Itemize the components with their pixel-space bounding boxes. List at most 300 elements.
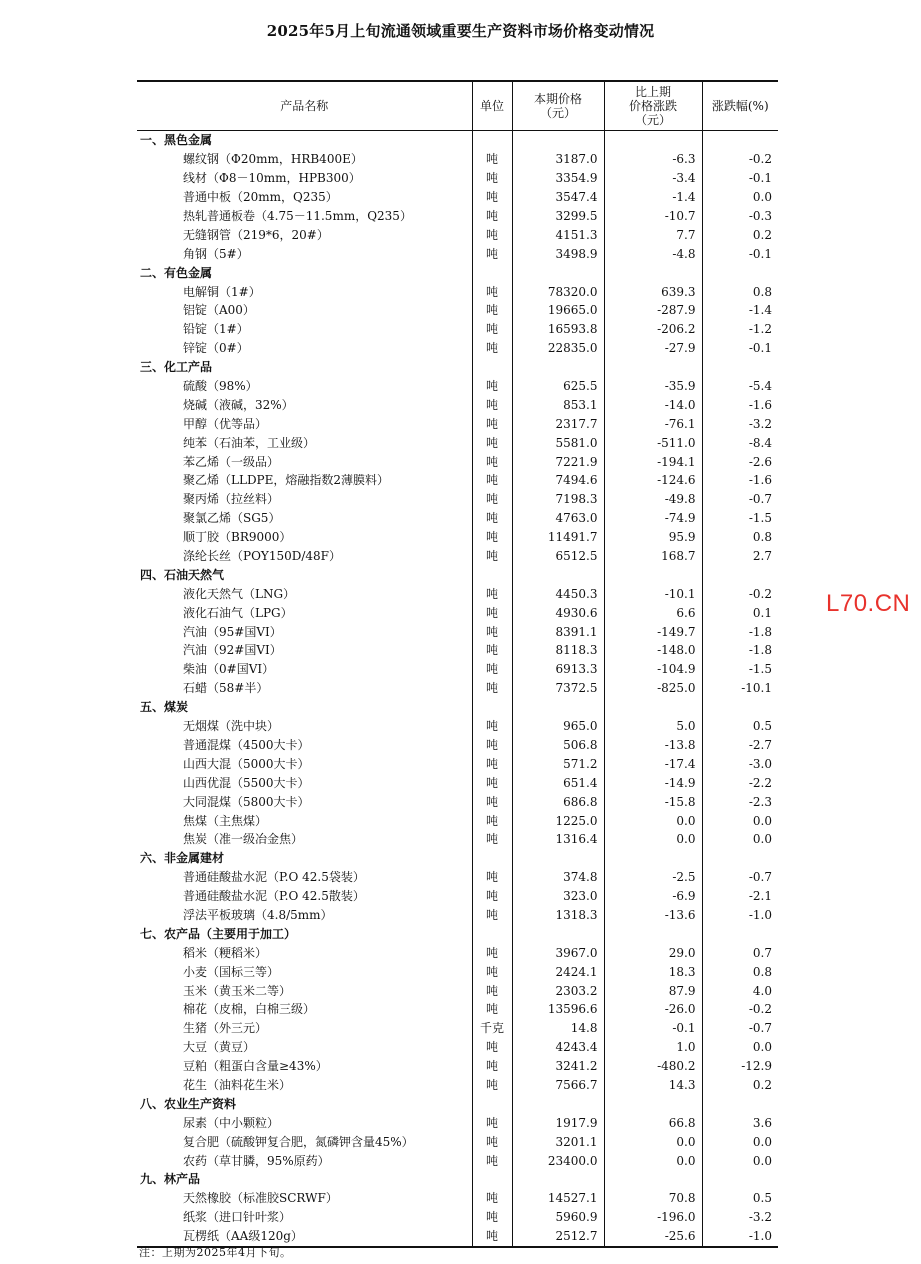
product-name: 线材（Φ8－10mm，HPB300） — [183, 171, 361, 186]
table-row — [137, 1113, 778, 1132]
price-change: -13.6 — [604, 906, 702, 925]
product-name: 锌锭（0#） — [183, 341, 249, 356]
change-percent: -1.5 — [702, 660, 778, 679]
current-price: 14.8 — [512, 1019, 604, 1038]
current-price: 4763.0 — [512, 509, 604, 528]
current-price: 16593.8 — [512, 320, 604, 339]
product-name: 涤纶长丝（POY150D/48F） — [183, 549, 341, 564]
change-percent: -2.7 — [702, 736, 778, 755]
change-percent: -2.2 — [702, 773, 778, 792]
product-name: 瓦楞纸（AA级120g） — [137, 1227, 472, 1247]
header-product-name-label: 产品名称 — [280, 99, 329, 113]
table-row — [137, 301, 778, 320]
current-price: 3498.9 — [512, 244, 604, 263]
price-change: 0.0 — [604, 830, 702, 849]
unit: 吨 — [472, 320, 512, 339]
category-row — [137, 565, 778, 584]
table-row — [137, 547, 778, 566]
product-name: 液化石油气（LPG） — [183, 605, 293, 620]
price-change: 18.3 — [604, 962, 702, 981]
product-name: 焦炭（准一级冶金焦） — [183, 832, 304, 847]
current-price: 3354.9 — [512, 169, 604, 188]
empty-cell — [702, 131, 778, 150]
table-row — [137, 395, 778, 414]
product-name: 玉米（黄玉米二等） — [183, 983, 292, 998]
current-price: 686.8 — [512, 792, 604, 811]
unit: 吨 — [472, 943, 512, 962]
price-change: 7.7 — [604, 225, 702, 244]
unit: 吨 — [472, 868, 512, 887]
table-row — [137, 1038, 778, 1057]
table-row — [137, 773, 778, 792]
current-price: 23400.0 — [512, 1151, 604, 1170]
change-percent: -1.8 — [702, 641, 778, 660]
current-price: 1917.9 — [512, 1113, 604, 1132]
change-percent: 0.0 — [702, 830, 778, 849]
current-price: 965.0 — [512, 717, 604, 736]
empty-cell — [512, 131, 604, 150]
unit: 吨 — [472, 887, 512, 906]
table-row — [137, 528, 778, 547]
empty-cell — [702, 358, 778, 377]
unit: 吨 — [472, 603, 512, 622]
category-name: 四、石油天然气 — [140, 567, 225, 582]
change-percent: -0.7 — [702, 1019, 778, 1038]
current-price: 323.0 — [512, 887, 604, 906]
empty-cell — [472, 131, 512, 150]
empty-cell — [702, 263, 778, 282]
table-row — [137, 433, 778, 452]
unit: 吨 — [472, 490, 512, 509]
table-row — [137, 811, 778, 830]
category-row — [137, 1170, 778, 1189]
current-price: 3201.1 — [512, 1132, 604, 1151]
table-row — [137, 414, 778, 433]
product-name: 聚乙烯（LLDPE，熔融指数2薄膜料） — [183, 473, 390, 488]
empty-cell — [472, 263, 512, 282]
empty-cell — [472, 698, 512, 717]
table-row — [137, 1076, 778, 1095]
unit: 吨 — [472, 679, 512, 698]
unit: 吨 — [472, 433, 512, 452]
unit: 吨 — [472, 1208, 512, 1227]
product-name: 硫酸（98%） — [183, 379, 258, 394]
empty-cell — [702, 565, 778, 584]
product-name: 聚丙烯（拉丝料） — [183, 492, 280, 507]
price-change: -149.7 — [604, 622, 702, 641]
unit: 吨 — [472, 414, 512, 433]
change-percent: -0.1 — [702, 169, 778, 188]
table-row — [137, 150, 778, 169]
current-price: 6913.3 — [512, 660, 604, 679]
change-percent: -8.4 — [702, 433, 778, 452]
product-name: 汽油（95#国VI） — [183, 624, 282, 639]
change-percent: -0.7 — [702, 868, 778, 887]
price-change: 95.9 — [604, 528, 702, 547]
empty-cell — [512, 1094, 604, 1113]
table-row — [137, 1000, 778, 1019]
price-change: -35.9 — [604, 377, 702, 396]
empty-cell — [512, 358, 604, 377]
empty-cell — [702, 698, 778, 717]
current-price: 19665.0 — [512, 301, 604, 320]
change-percent: -1.8 — [702, 622, 778, 641]
product-name: 普通硅酸盐水泥（P.O 42.5袋装） — [183, 870, 365, 885]
empty-cell — [604, 1170, 702, 1189]
price-change: 0.0 — [604, 1151, 702, 1170]
table-body — [137, 131, 778, 1247]
table-row — [137, 509, 778, 528]
change-percent: 2.7 — [702, 547, 778, 566]
price-change: 6.6 — [604, 603, 702, 622]
table-row — [137, 603, 778, 622]
unit: 吨 — [472, 188, 512, 207]
product-name: 纯苯（石油苯，工业级） — [183, 435, 316, 450]
current-price: 6512.5 — [512, 547, 604, 566]
unit: 吨 — [472, 547, 512, 566]
empty-cell — [512, 924, 604, 943]
product-name: 无缝钢管（219*6，20#） — [183, 227, 329, 242]
empty-cell — [472, 1170, 512, 1189]
unit: 吨 — [472, 717, 512, 736]
change-percent: -3.0 — [702, 754, 778, 773]
unit: 吨 — [472, 169, 512, 188]
product-name: 汽油（92#国VI） — [183, 643, 282, 658]
price-change: 5.0 — [604, 717, 702, 736]
unit: 吨 — [472, 1151, 512, 1170]
unit: 吨 — [472, 244, 512, 263]
price-change: -13.8 — [604, 736, 702, 755]
header-current-price-label: 本期价格 （元） — [533, 92, 582, 120]
category-name: 九、林产品 — [140, 1172, 201, 1187]
price-change: -10.7 — [604, 207, 702, 226]
product-name: 山西大混（5000大卡） — [183, 756, 310, 771]
product-name: 顺丁胶（BR9000） — [183, 530, 292, 545]
change-percent: 0.0 — [702, 1038, 778, 1057]
empty-cell — [472, 565, 512, 584]
current-price: 3187.0 — [512, 150, 604, 169]
change-percent: 0.2 — [702, 225, 778, 244]
current-price: 4930.6 — [512, 603, 604, 622]
current-price: 2424.1 — [512, 962, 604, 981]
table-row — [137, 868, 778, 887]
table-row — [137, 188, 778, 207]
empty-cell — [472, 1094, 512, 1113]
category-row — [137, 698, 778, 717]
product-name: 螺纹钢（Φ20mm，HRB400E） — [183, 152, 363, 167]
change-percent: 0.8 — [702, 528, 778, 547]
unit: 吨 — [472, 981, 512, 1000]
table-row — [137, 1132, 778, 1151]
price-change: -287.9 — [604, 301, 702, 320]
current-price: 3967.0 — [512, 943, 604, 962]
empty-cell — [702, 924, 778, 943]
change-percent: 4.0 — [702, 981, 778, 1000]
unit: 吨 — [472, 150, 512, 169]
price-change: -17.4 — [604, 754, 702, 773]
product-name: 农药（草甘膦，95%原药） — [183, 1153, 330, 1168]
unit: 吨 — [472, 1057, 512, 1076]
product-name: 铝锭（A00） — [183, 303, 255, 318]
change-percent: -0.2 — [702, 150, 778, 169]
current-price: 3241.2 — [512, 1057, 604, 1076]
change-percent: 0.0 — [702, 811, 778, 830]
product-name: 普通硅酸盐水泥（P.O 42.5散装） — [183, 889, 365, 904]
price-change: 70.8 — [604, 1189, 702, 1208]
current-price: 1318.3 — [512, 906, 604, 925]
price-change: -480.2 — [604, 1057, 702, 1076]
current-price: 5960.9 — [512, 1208, 604, 1227]
unit: 吨 — [472, 622, 512, 641]
current-price: 506.8 — [512, 736, 604, 755]
table-row — [137, 339, 778, 358]
unit: 吨 — [472, 301, 512, 320]
price-change: -14.9 — [604, 773, 702, 792]
unit: 吨 — [472, 207, 512, 226]
price-change: -194.1 — [604, 452, 702, 471]
unit: 吨 — [472, 395, 512, 414]
unit: 吨 — [472, 377, 512, 396]
category-name: 六、非金属建材 — [140, 851, 225, 866]
price-change: -104.9 — [604, 660, 702, 679]
product-name: 热轧普通板卷（4.75－11.5mm，Q235） — [183, 209, 412, 223]
category-row — [137, 924, 778, 943]
table-row — [137, 1189, 778, 1208]
unit: 吨 — [472, 1113, 512, 1132]
product-name: 稻米（粳稻米） — [183, 945, 268, 960]
product-name: 普通混煤（4500大卡） — [183, 737, 310, 752]
price-change: -4.8 — [604, 244, 702, 263]
price-change: -6.3 — [604, 150, 702, 169]
unit: 吨 — [472, 584, 512, 603]
unit: 吨 — [472, 811, 512, 830]
product-name: 角钢（5#） — [183, 246, 249, 261]
product-name: 甲醇（优等品） — [183, 416, 268, 431]
empty-cell — [512, 565, 604, 584]
watermark-logo: L70.CN — [826, 590, 911, 617]
header-unit-label: 单位 — [479, 99, 504, 113]
table-header-row — [137, 81, 778, 131]
unit: 吨 — [472, 792, 512, 811]
change-percent: -10.1 — [702, 679, 778, 698]
change-percent: 0.0 — [702, 1151, 778, 1170]
change-percent: -0.2 — [702, 584, 778, 603]
current-price: 2512.7 — [512, 1227, 604, 1247]
table-row — [137, 452, 778, 471]
category-name: 八、农业生产资料 — [140, 1096, 237, 1111]
current-price: 3547.4 — [512, 188, 604, 207]
table-row — [137, 490, 778, 509]
product-name: 天然橡胶（标准胶SCRWF） — [183, 1191, 338, 1206]
header-change-percent-label: 涨跌幅(%) — [711, 99, 769, 113]
table-row — [137, 943, 778, 962]
category-row — [137, 849, 778, 868]
current-price: 11491.7 — [512, 528, 604, 547]
empty-cell — [604, 131, 702, 150]
empty-cell — [512, 698, 604, 717]
change-percent: -1.6 — [702, 395, 778, 414]
table-row — [137, 641, 778, 660]
product-name: 无烟煤（洗中块） — [183, 719, 280, 734]
unit: 吨 — [472, 660, 512, 679]
table-row — [137, 1057, 778, 1076]
category-name: 二、有色金属 — [140, 265, 213, 280]
price-change: 0.0 — [604, 811, 702, 830]
table-row — [137, 1208, 778, 1227]
category-name: 七、农产品（主要用于加工） — [140, 926, 297, 941]
table-row — [137, 244, 778, 263]
product-name: 烧碱（液碱，32%） — [183, 397, 294, 412]
empty-cell — [702, 849, 778, 868]
price-change: -26.0 — [604, 1000, 702, 1019]
empty-cell — [604, 698, 702, 717]
current-price: 7566.7 — [512, 1076, 604, 1095]
empty-cell — [512, 849, 604, 868]
price-change: -76.1 — [604, 414, 702, 433]
header-current-price — [512, 81, 604, 131]
product-name: 复合肥（硫酸钾复合肥，氮磷钾含量45%） — [183, 1134, 414, 1149]
unit: 吨 — [472, 641, 512, 660]
price-change: 639.3 — [604, 282, 702, 301]
product-name: 铅锭（1#） — [183, 322, 249, 337]
product-name: 花生（油料花生米） — [183, 1077, 292, 1092]
price-change: -10.1 — [604, 584, 702, 603]
table-row — [137, 906, 778, 925]
table-row — [137, 169, 778, 188]
change-percent: -5.4 — [702, 377, 778, 396]
change-percent: 0.5 — [702, 1189, 778, 1208]
product-name: 电解铜（1#） — [183, 284, 261, 299]
change-percent: 3.6 — [702, 1113, 778, 1132]
empty-cell — [604, 263, 702, 282]
change-percent: 0.5 — [702, 717, 778, 736]
table-row — [137, 660, 778, 679]
price-change: -27.9 — [604, 339, 702, 358]
unit: 吨 — [472, 225, 512, 244]
change-percent: 0.8 — [702, 962, 778, 981]
change-percent: 0.0 — [702, 188, 778, 207]
change-percent: -2.6 — [702, 452, 778, 471]
unit: 吨 — [472, 1076, 512, 1095]
change-percent: -0.1 — [702, 244, 778, 263]
change-percent: -3.2 — [702, 1208, 778, 1227]
table-row — [137, 622, 778, 641]
current-price: 8391.1 — [512, 622, 604, 641]
category-name: 三、化工产品 — [140, 360, 213, 375]
header-change-percent — [702, 81, 778, 131]
category-row — [137, 358, 778, 377]
product-name: 大豆（黄豆） — [183, 1040, 256, 1055]
table-row — [137, 754, 778, 773]
table-row — [137, 736, 778, 755]
header-unit — [472, 81, 512, 131]
unit: 吨 — [472, 962, 512, 981]
price-change: 66.8 — [604, 1113, 702, 1132]
current-price: 853.1 — [512, 395, 604, 414]
price-change: -1.4 — [604, 188, 702, 207]
price-change: -511.0 — [604, 433, 702, 452]
unit: 千克 — [472, 1019, 512, 1038]
category-name: 一、黑色金属 — [140, 133, 213, 148]
table-row — [137, 679, 778, 698]
table-row — [137, 225, 778, 244]
change-percent: 0.7 — [702, 943, 778, 962]
change-percent: -0.1 — [702, 339, 778, 358]
header-price-change — [604, 81, 702, 131]
price-change: 87.9 — [604, 981, 702, 1000]
table-row — [137, 471, 778, 490]
change-percent: -1.2 — [702, 320, 778, 339]
price-change: 29.0 — [604, 943, 702, 962]
empty-cell — [604, 358, 702, 377]
current-price: 7198.3 — [512, 490, 604, 509]
change-percent: -0.2 — [702, 1000, 778, 1019]
current-price: 7221.9 — [512, 452, 604, 471]
unit: 吨 — [472, 1227, 512, 1247]
product-name: 普通中板（20mm，Q235） — [183, 190, 338, 205]
change-percent: -3.2 — [702, 414, 778, 433]
table-row — [137, 962, 778, 981]
unit: 吨 — [472, 452, 512, 471]
category-row — [137, 1094, 778, 1113]
empty-cell — [604, 1094, 702, 1113]
unit: 吨 — [472, 754, 512, 773]
change-percent: -2.3 — [702, 792, 778, 811]
price-change: -14.0 — [604, 395, 702, 414]
price-change: -124.6 — [604, 471, 702, 490]
price-change: -196.0 — [604, 1208, 702, 1227]
current-price: 22835.0 — [512, 339, 604, 358]
change-percent: -1.0 — [702, 906, 778, 925]
table-row — [137, 584, 778, 603]
change-percent: 0.0 — [702, 1132, 778, 1151]
unit: 吨 — [472, 282, 512, 301]
product-name: 山西优混（5500大卡） — [183, 775, 310, 790]
unit: 吨 — [472, 906, 512, 925]
change-percent: -1.6 — [702, 471, 778, 490]
empty-cell — [472, 849, 512, 868]
product-name: 柴油（0#国VI） — [183, 662, 275, 677]
unit: 吨 — [472, 339, 512, 358]
header-price-change-label: 比上期 价格涨跌 （元） — [628, 85, 677, 127]
current-price: 651.4 — [512, 773, 604, 792]
current-price: 1225.0 — [512, 811, 604, 830]
change-percent: -2.1 — [702, 887, 778, 906]
change-percent: -12.9 — [702, 1057, 778, 1076]
price-table — [137, 80, 778, 1248]
product-name: 聚氯乙烯（SG5） — [183, 511, 281, 526]
change-percent: -0.7 — [702, 490, 778, 509]
unit: 吨 — [472, 1132, 512, 1151]
current-price: 2317.7 — [512, 414, 604, 433]
empty-cell — [702, 1170, 778, 1189]
price-change: 168.7 — [604, 547, 702, 566]
empty-cell — [702, 1094, 778, 1113]
price-change: -15.8 — [604, 792, 702, 811]
empty-cell — [604, 849, 702, 868]
price-change: -0.1 — [604, 1019, 702, 1038]
change-percent: 0.2 — [702, 1076, 778, 1095]
current-price: 8118.3 — [512, 641, 604, 660]
product-name: 浮法平板玻璃（4.8/5mm） — [183, 907, 333, 922]
current-price: 7372.5 — [512, 679, 604, 698]
unit: 吨 — [472, 1000, 512, 1019]
current-price: 7494.6 — [512, 471, 604, 490]
empty-cell — [472, 358, 512, 377]
price-change: -74.9 — [604, 509, 702, 528]
unit: 吨 — [472, 830, 512, 849]
table-row — [137, 830, 778, 849]
